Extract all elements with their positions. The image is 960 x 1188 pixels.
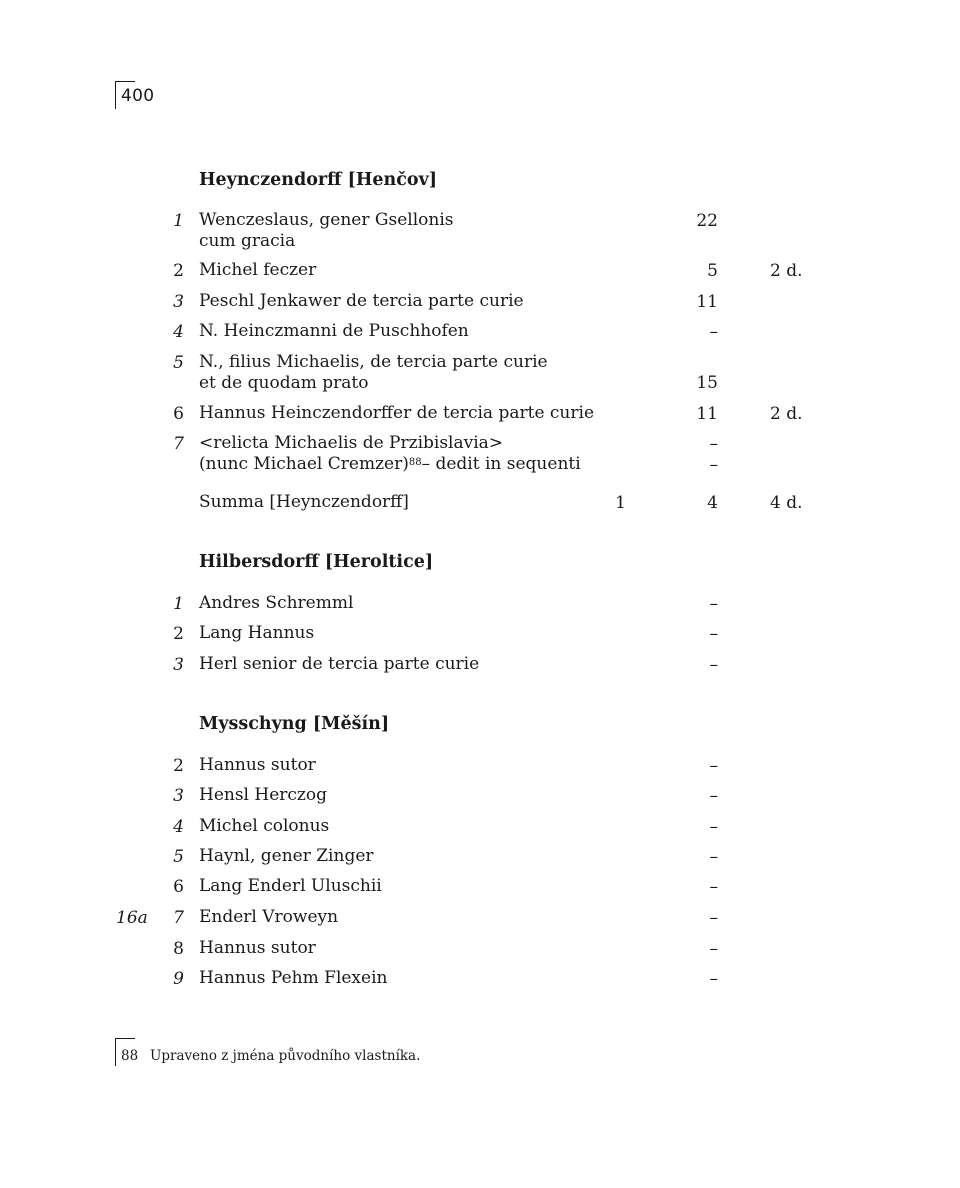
- entry-line: Wenczeslaus, gener Gsellonis: [199, 210, 454, 230]
- footnote-ref: 88: [408, 457, 422, 468]
- entry-text: Hannus Heinczendorffer de tercia parte curie: [199, 403, 595, 423]
- entry-line: et de quodam prato: [199, 373, 369, 393]
- entry-number: 7: [173, 908, 184, 928]
- footnote-text: Upraveno z jména původního vlastníka.: [150, 1048, 421, 1064]
- page-number: 400: [121, 86, 155, 106]
- entry-text: Hannus Pehm Flexein: [199, 968, 388, 988]
- entry-number: 9: [173, 969, 184, 989]
- entry-text: N. Heinczmanni de Puschhofen: [199, 321, 469, 341]
- summary-sexagena: 1: [615, 493, 626, 513]
- amount-groschen: –: [709, 655, 718, 675]
- entry-number: 7: [173, 434, 184, 454]
- amount-groschen: –: [709, 969, 718, 989]
- summary-groschen: 4: [707, 493, 718, 513]
- amount-groschen: –: [709, 322, 718, 342]
- section-heading-hilbersdorff: Hilbersdorff [Heroltice]: [199, 552, 434, 572]
- entry-line: <relicta Michaelis de Przibislavia>: [199, 433, 504, 453]
- entry-text: [199, 210, 453, 252]
- amount-groschen: –: [709, 847, 718, 867]
- amount-groschen: –: [709, 434, 718, 454]
- entry-number: 4: [173, 817, 184, 837]
- summary-label: Summa [Heynczendorff]: [199, 492, 409, 512]
- amount-groschen: 15: [696, 373, 718, 393]
- entry-number: 3: [173, 786, 184, 806]
- entry-line: (nunc Michael Cremzer)$^{88}$– dedit in sequenti: [199, 454, 581, 474]
- entry-number: 6: [173, 877, 184, 897]
- entry-text: Michel colonus: [199, 816, 330, 836]
- amount-groschen: –: [709, 908, 718, 928]
- amount-groschen: –: [709, 756, 718, 776]
- entry-number: 4: [173, 322, 184, 342]
- entry-text: Hannus sutor: [199, 938, 316, 958]
- section-heading-heynczendorff: Heynczendorff [Henčov]: [199, 170, 438, 190]
- amount-denarii: 2 d.: [770, 261, 803, 281]
- entry-line: cum gracia: [199, 231, 296, 251]
- amount-groschen: –: [709, 594, 718, 614]
- entry-number: 3: [173, 292, 184, 312]
- entry-text: [199, 352, 548, 394]
- section-heading-mysschyng: Mysschyng [Měšín]: [199, 714, 390, 734]
- entry-number: 8: [173, 939, 184, 959]
- entry-number: 2: [173, 261, 184, 281]
- amount-groschen: –: [709, 624, 718, 644]
- summary-denarii: 4 d.: [770, 493, 803, 513]
- entry-number: 5: [173, 847, 184, 867]
- entry-number: 5: [173, 353, 184, 373]
- entry-text: Enderl Vroweyn: [199, 907, 339, 927]
- amount-groschen: 11: [696, 404, 718, 424]
- entry-text: Hannus sutor: [199, 755, 316, 775]
- entry-number: 1: [173, 594, 184, 614]
- entry-text: Haynl, gener Zinger: [199, 846, 374, 866]
- amount-groschen: –: [709, 817, 718, 837]
- entry-line: N., filius Michaelis, de tercia parte curie: [199, 352, 548, 372]
- entry-text: Herl senior de tercia parte curie: [199, 654, 480, 674]
- footnote-number: 88: [121, 1048, 139, 1064]
- folio-margin-note: 16a: [116, 908, 148, 928]
- amount-denarii: 2 d.: [770, 404, 803, 424]
- entry-number: 3: [173, 655, 184, 675]
- amount-groschen: 5: [707, 261, 718, 281]
- entry-text: Michel feczer: [199, 260, 317, 280]
- entry-number: 1: [173, 211, 184, 231]
- entry-text: Lang Hannus: [199, 623, 315, 643]
- entry-text: Andres Schremml: [199, 593, 354, 613]
- entry-text: [199, 433, 581, 475]
- entry-text: Peschl Jenkawer de tercia parte curie: [199, 291, 524, 311]
- amount-groschen: –: [709, 939, 718, 959]
- amount-groschen: –: [709, 877, 718, 897]
- entry-text: Lang Enderl Uluschii: [199, 876, 382, 896]
- amount-groschen: –: [709, 455, 718, 475]
- amount-groschen: –: [709, 786, 718, 806]
- amount-groschen: 11: [696, 292, 718, 312]
- entry-number: 6: [173, 404, 184, 424]
- amount-groschen: 22: [696, 211, 718, 231]
- entry-number: 2: [173, 756, 184, 776]
- entry-number: 2: [173, 624, 184, 644]
- entry-text: Hensl Herczog: [199, 785, 328, 805]
